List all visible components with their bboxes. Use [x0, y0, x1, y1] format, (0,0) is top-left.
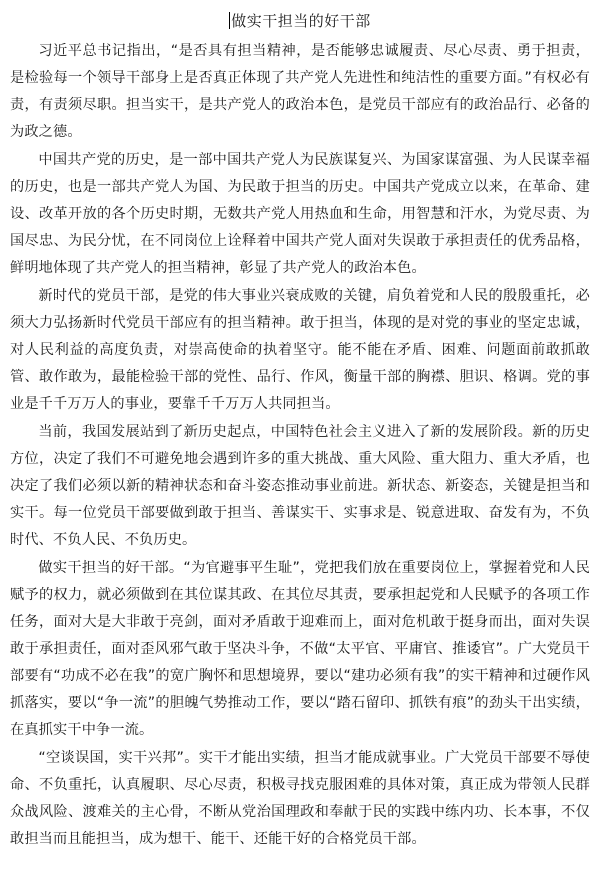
paragraph-1: 习近平总书记指出，“是否具有担当精神，是否能够忠诚履责、尽心尽责、勇于担责，是检验每一个领导干部身上是否真正体现了共产党人先进性和纯洁性的重要方面。”有权必有责，有责须尽职。担当实干，是共产党人的政治本色，是党员干部应有的政治品行、必备的为政之德。	[10, 43, 590, 140]
paragraph-3: 新时代的党员干部，是党的伟大事业兴衰成败的关键，肩负着党和人民的殷殷重托，必须大力弘扬新时代党员干部应有的担当精神。敢于担当，体现的是对党的事业的坚定忠诚，对人民利益的高度负责，对崇高使命的执着坚守。能不能在矛盾、困难、问题面前敢抓敢管、敢作敢为，最能检验干部的党性、品行、作风，衡量干部的胸襟、胆识、格调。党的事业是千千万万人的事业，要靠千千万万人共同担当。	[10, 288, 590, 412]
document-title: 做实干担当的好干部	[231, 12, 371, 30]
paragraph-2: 中国共产党的历史，是一部中国共产党人为民族谋复兴、为国家谋富强、为人民谋幸福的历史，也是一部共产党人为国、为民敢于担当的历史。中国共产党成立以来，在革命、建设、改革开放的各个历史时期，无数共产党人用热血和生命，用智慧和汗水，为党尽责、为国尽忠、为民分忧，在不同岗位上诠释着中国共产党人面对失误敢于承担责任的优秀品格，鲜明地体现了共产党人的担当精神，彰显了共产党人的政治本色。	[10, 152, 590, 276]
paragraph-4: 当前，我国发展站到了新历史起点，中国特色社会主义进入了新的发展阶段。新的历史方位，决定了我们不可避免地会遇到许多的重大挑战、重大风险、重大阻力、重大矛盾，也决定了我们必须以新的精神状态和奋斗姿态推动事业前进。新状态、新姿态，关键是担当和实干。每一位党员干部要做到敢于担当、善谋实干、实事求是、锐意进取、奋发有为，不负时代、不负人民、不负历史。	[10, 424, 590, 548]
paragraph-5: 做实干担当的好干部。“为官避事平生耻”，党把我们放在重要岗位上，掌握着党和人民赋予的权力，就必须做到在其位谋其政、在其位尽其责，要承担起党和人民赋予的各项工作任务，面对大是大非敢于亮剑，面对矛盾敢于迎难而上，面对危机敢于挺身而出，面对失误敢于承担责任，面对歪风邪气敢于坚决斗争，不做“太平官、平庸官、推诿官”。广大党员干部要有“功成不必在我”的宽广胸怀和思想境界，要以“建功必须有我”的实干精神和过硬作风抓落实，要以“争一流”的胆魄气势推动工作，要以“踏石留印、抓铁有痕”的劲头干出实绩，在真抓实干中争一流。	[10, 560, 590, 738]
paragraph-6: “空谈误国，实干兴邦”。实干才能出实绩，担当才能成就事业。广大党员干部要不辱使命、不负重托，认真履职、尽心尽责，积极寻找克服困难的具体对策，真正成为带领人民群众战风险、渡难关的主心骨，不断从党治国理政和奉献于民的实践中练内功、长本事，不仅敢担当而且能担当，成为想干、能干、还能干好的合格党员干部。	[10, 750, 590, 847]
document-title-line[interactable]	[10, 10, 590, 32]
